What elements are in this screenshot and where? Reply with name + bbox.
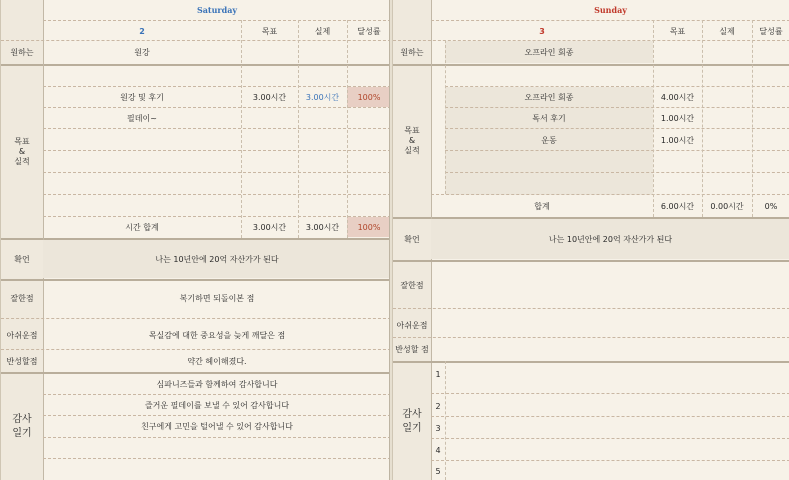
saturday-regret-label: 아쉬운점 (6, 330, 38, 340)
sunday-regret-label: 아쉬운점 (396, 320, 428, 330)
saturday-thanks-3[interactable]: 친구에게 고민을 털어낼 수 있어 감사합니다 (141, 421, 293, 431)
sunday-thanks-number-4: 4 (435, 445, 441, 455)
saturday-day-name: Saturday (196, 5, 238, 15)
sunday-task-2[interactable]: 독서 후기 (532, 113, 566, 123)
sunday-thanks-number-3: 3 (435, 423, 441, 433)
sunday-task-1[interactable]: 오프라인 회종 (524, 92, 574, 102)
sunday-total-goal: 6.00시간 (660, 201, 695, 211)
saturday-goal-header: 목표 (261, 26, 278, 36)
saturday-total-goal: 3.00시간 (252, 222, 287, 232)
saturday-task-1-actual[interactable]: 3.00시간 (305, 92, 340, 102)
saturday-reflect-label: 반성할점 (6, 356, 38, 366)
sunday-goal-header: 목표 (669, 26, 686, 36)
saturday-actual-header: 실제 (314, 26, 331, 36)
sunday-thanks-label: 감사 일기 (402, 408, 422, 434)
saturday-total-rate: 100% (347, 217, 391, 237)
sunday-day-name: Sunday (594, 5, 627, 15)
saturday-affirm-value[interactable]: 나는 10년안에 20억 자산가가 된다 (155, 254, 279, 264)
sunday-good-label: 잘한점 (400, 280, 424, 290)
sunday-thanks-number-5: 5 (435, 466, 441, 476)
saturday-task-2[interactable]: 필데이~ (127, 113, 157, 123)
saturday-task-1-goal[interactable]: 3.00시간 (252, 92, 287, 102)
sunday-wish-value[interactable]: 오프라인 회종 (524, 47, 574, 57)
saturday-good-label: 잘한점 (10, 293, 34, 303)
sunday-thanks-number-2: 2 (435, 401, 441, 411)
saturday-total-label: 시간 합계 (125, 222, 159, 232)
sunday-thanks-number-1: 1 (435, 369, 441, 379)
saturday-task-1-rate: 100% (347, 87, 391, 107)
sunday-affirm-label: 확언 (404, 234, 420, 244)
saturday-reflect-value[interactable]: 약간 헤이해졌다. (187, 356, 247, 366)
sunday-rate-header: 달성률 (759, 26, 783, 36)
sunday-date: 3 (539, 26, 545, 36)
saturday-panel (0, 0, 391, 480)
saturday-thanks-2[interactable]: 즐거운 필데이를 보낼 수 있어 감사합니다 (144, 400, 290, 410)
sunday-wish-label: 원하는 (400, 47, 424, 57)
saturday-wish-label: 원하는 (10, 47, 34, 57)
saturday-goals-label: 목표 & 실적 (14, 137, 30, 166)
saturday-good-value[interactable]: 복기하면 되돌이본 점 (179, 293, 255, 303)
sunday-good-value[interactable] (431, 262, 789, 307)
sunday-task-1-goal[interactable]: 4.00시간 (660, 92, 695, 102)
sunday-task-3[interactable]: 운동 (541, 135, 557, 145)
sunday-goals-label: 목표 & 실적 (404, 126, 420, 155)
saturday-rate-header: 달성률 (357, 26, 381, 36)
sunday-total-rate: 0% (764, 201, 778, 211)
saturday-affirm-label: 확언 (14, 254, 30, 264)
sunday-reflect-label: 반성할 점 (395, 344, 429, 354)
saturday-date: 2 (139, 26, 145, 36)
sunday-task-2-goal[interactable]: 1.00시간 (660, 113, 695, 123)
saturday-task-1[interactable]: 원강 및 후기 (120, 92, 164, 102)
saturday-thanks-1[interactable]: 심파니즈들과 함께하여 감사합니다 (156, 379, 278, 389)
sunday-task-3-goal[interactable]: 1.00시간 (660, 135, 695, 145)
sunday-total-actual: 0.00시간 (710, 201, 744, 211)
sunday-total-label: 합계 (534, 201, 550, 211)
saturday-wish-value[interactable]: 원강 (134, 47, 150, 57)
sunday-affirm-value[interactable]: 나는 10년안에 20억 자산가가 된다 (548, 234, 673, 244)
sunday-actual-header: 실제 (719, 26, 735, 36)
sunday-panel (392, 0, 789, 480)
saturday-thanks-label: 감사 일기 (12, 414, 32, 439)
saturday-regret-value[interactable]: 목실감에 대한 중요성을 늦게 깨달은 점 (148, 330, 286, 340)
saturday-total-actual: 3.00시간 (305, 222, 340, 232)
